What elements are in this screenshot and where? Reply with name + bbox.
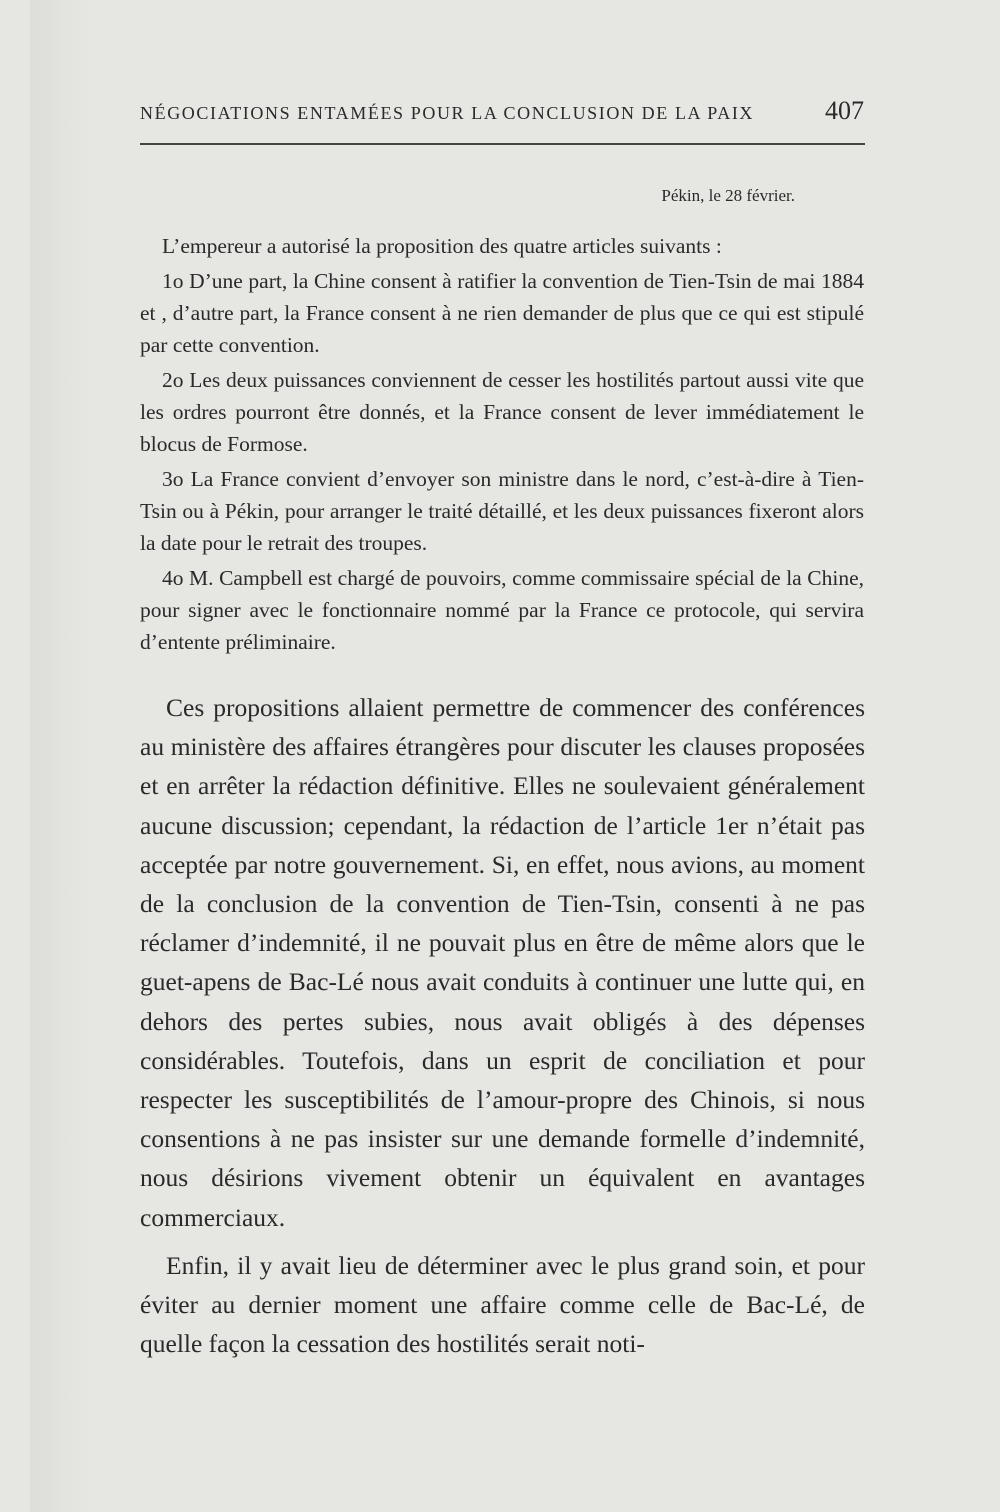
body-paragraph: Enfin, il y avait lieu de déterminer avec le plus grand soin, et pour éviter au dernier moment une affaire comme celle de Bac-Lé, de quelle façon la cessation des hostilités serait noti- bbox=[140, 1250, 865, 1359]
quote-paragraph: 3o La France convient d’envoyer son ministre dans le nord, c’est-à-dire à Tien-Tsin ou à Pékin, pour arranger le traité détaillé, et les deux puissances fixeront alors la date pour le retrait des troupes. bbox=[140, 467, 864, 555]
quote-paragraph: 1o D’une part, la Chine consent à ratifier la convention de Tien-Tsin de mai 1884 et , d’autre part, la France consent à ne rien demander de plus que ce qui est stipulé par cette convention. bbox=[140, 269, 864, 357]
quote-paragraph: 2o Les deux puissances conviennent de cesser les hostilités partout aussi vite que les ordres pourront être donnés, et la France consent de lever immédiatement le blocus de Formose. bbox=[140, 368, 864, 456]
running-title: NÉGOCIATIONS ENTAMÉES POUR LA CONCLUSION DE LA PAIX bbox=[140, 103, 755, 123]
page-header bbox=[140, 96, 864, 126]
dateline: Pékin, le 28 février. bbox=[661, 186, 795, 205]
body-paragraph: Ces propositions allaient permettre de commencer des conférences au ministère des affaires étrangères pour discuter les clauses proposées et en arrêter la rédaction définitive. Elles ne soulevaient généralement aucune discussion; cependant, la rédaction de l’article 1er n’était pas acceptée par notre gouvernement. Si, en effet, nous avions, au moment de la conclusion de la convention de Tien-Tsin, consenti à ne pas réclamer d’indemnité, il ne pouvait plus en être de même alors que le guet-apens de Bac-Lé nous avait conduits à continuer une lutte qui, en dehors des pertes subies, nous avait obligés à des dépenses considérables. Toutefois, dans un esprit de conciliation et pour respecter les susceptibilités de l’amour-propre des Chinois, si nous consentions à ne pas insister sur une demande formelle d’indemnité, nous désirions vivement obtenir un équivalent en avantages commerciaux. bbox=[140, 693, 865, 1232]
quote-paragraph: 4o M. Campbell est chargé de pouvoirs, comme commissaire spécial de la Chine, pour signer avec le fonctionnaire nommé par la France ce protocole, qui servira d’entente préliminaire. bbox=[140, 566, 864, 654]
body-text bbox=[140, 688, 865, 1372]
page-number: 407 bbox=[825, 96, 864, 125]
quote-paragraph: L’empereur a autorisé la proposition des quatre articles suivants : bbox=[162, 234, 722, 258]
quoted-document bbox=[140, 230, 864, 661]
page-shadow bbox=[30, 0, 90, 1512]
header-rule bbox=[140, 143, 865, 145]
